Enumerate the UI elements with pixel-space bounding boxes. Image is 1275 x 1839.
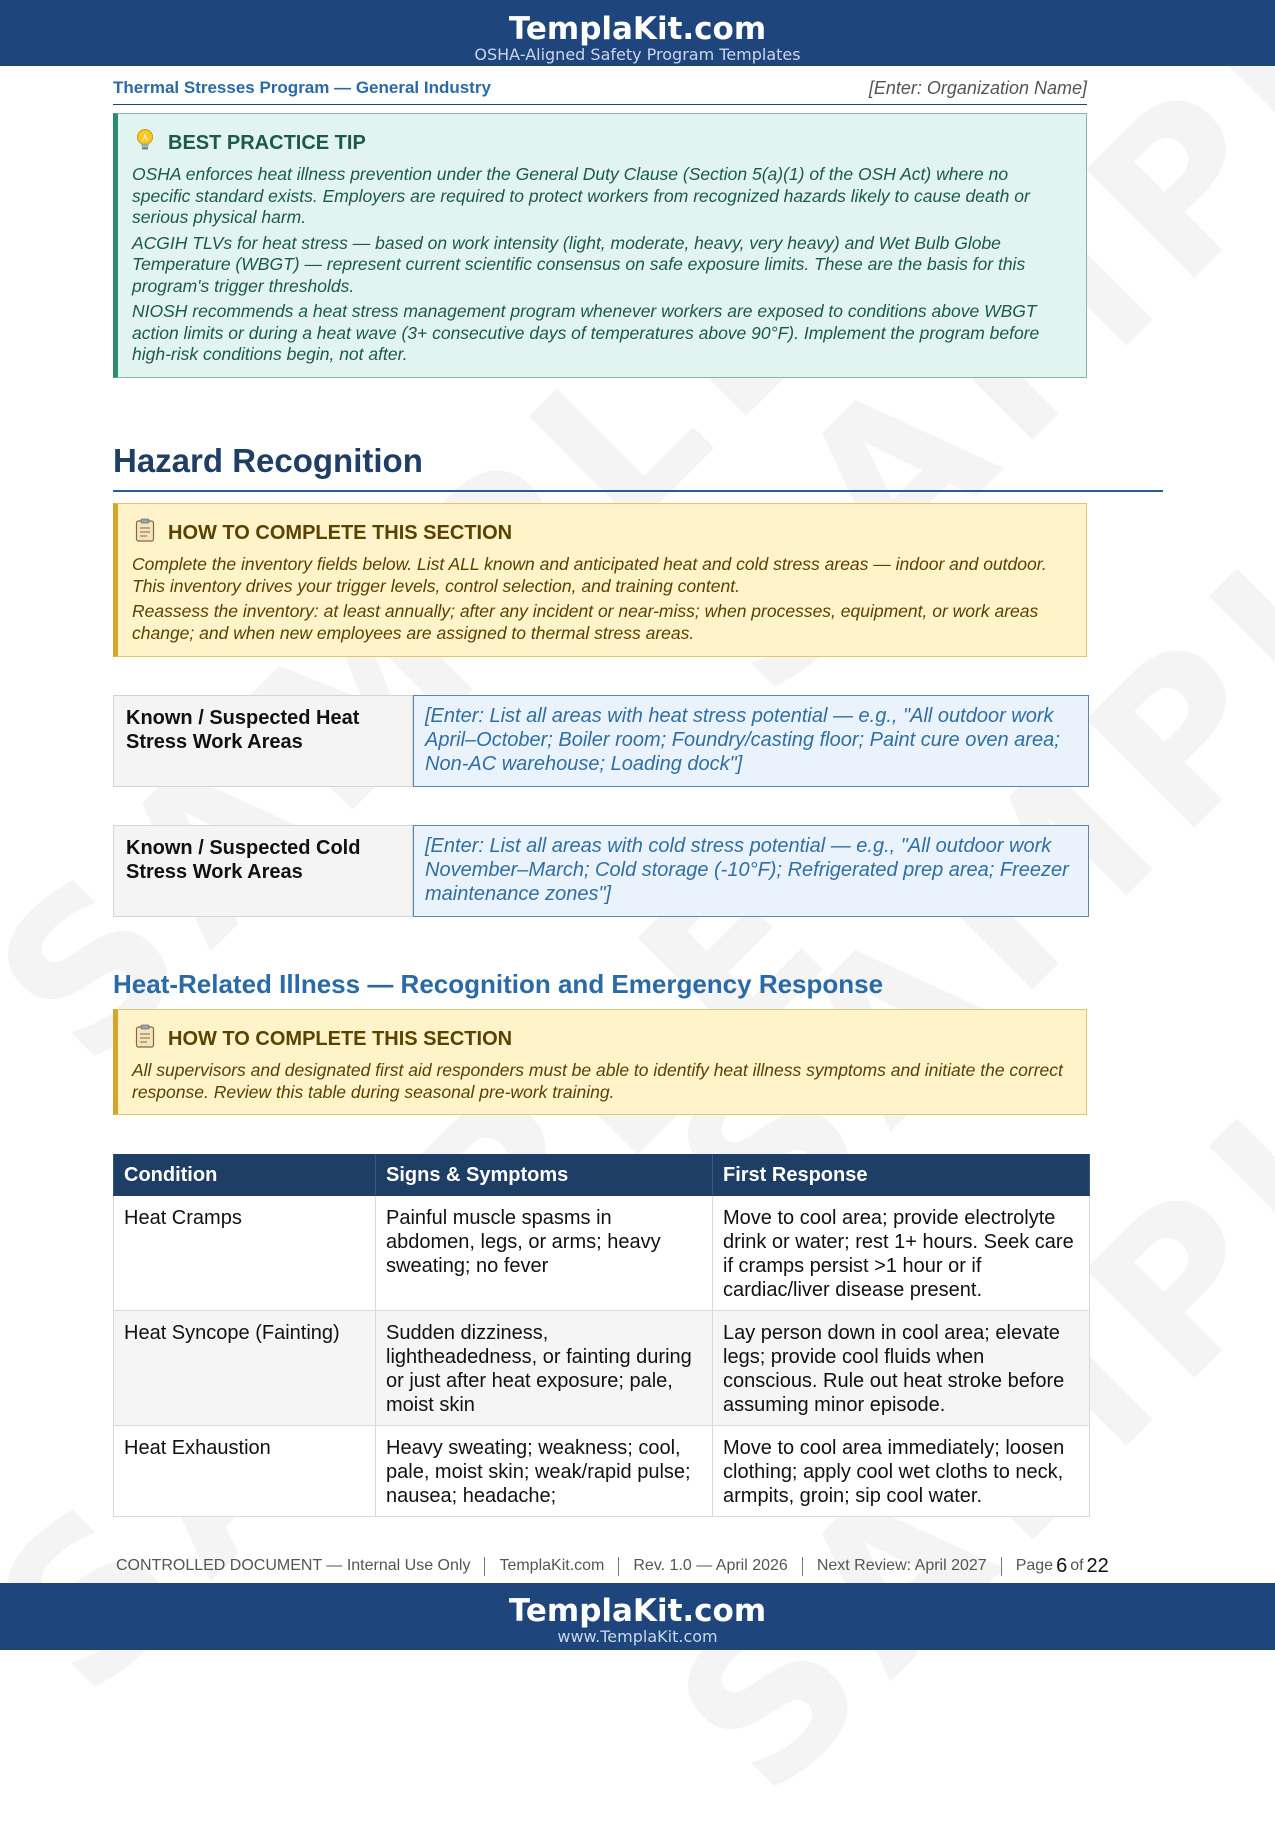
callout-title: HOW TO COMPLETE THIS SECTION <box>168 1027 513 1050</box>
document-title: Thermal Stresses Program — General Industry <box>113 78 491 97</box>
condition-cell: Heat Syncope (Fainting) <box>114 1311 376 1426</box>
clipboard-icon <box>132 1024 158 1054</box>
next-review: Next Review: April 2027 <box>816 1557 987 1574</box>
cold-areas-label: Known / Suspected Cold Stress Work Areas <box>113 825 413 917</box>
lightbulb-icon <box>132 128 158 158</box>
footer-separator <box>802 1557 803 1576</box>
of-label: of <box>1070 1557 1084 1574</box>
footer-url[interactable]: www.TemplaKit.com <box>557 1627 718 1646</box>
table-row <box>114 1311 1090 1426</box>
heat-areas-input[interactable]: [Enter: List all areas with heat stress potential — e.g., "All outdoor work April–October; Boiler room; Foundry/casting floor; Paint cure oven area; Non-AC warehouse; Loading dock"] <box>413 695 1089 787</box>
footer-brand: TemplaKit.com <box>508 1593 767 1629</box>
tip-paragraph: OSHA enforces heat illness prevention under the General Duty Clause (Section 5(a)(1) of the OSH Act) where no specific standard exists. Employers are required to protect workers from recognized hazards likely to cause death or serious physical harm. <box>132 164 1030 227</box>
how-to-complete-callout <box>113 1009 1087 1115</box>
document-footer <box>113 1554 1163 1578</box>
symptoms-cell: Painful muscle spasms in abdomen, legs, or arms; heavy sweating; no fever <box>376 1196 713 1311</box>
tip-title: BEST PRACTICE TIP <box>168 131 366 154</box>
footer-band <box>0 1583 1275 1650</box>
table-header-row <box>114 1155 1090 1196</box>
clipboard-icon <box>132 518 158 548</box>
symptoms-cell: Sudden dizziness, lightheadedness, or fainting during or just after heat exposure; pale, moist skin <box>376 1311 713 1426</box>
callout-paragraph: All supervisors and designated first aid responders must be able to identify heat illness symptoms and initiate the correct response. Review this table during seasonal pre-work training. <box>132 1060 1063 1102</box>
controlled-notice: CONTROLLED DOCUMENT — Internal Use Only <box>116 1557 471 1574</box>
footer-site: TemplaKit.com <box>499 1557 605 1574</box>
organization-name-placeholder[interactable]: [Enter: Organization Name] <box>868 78 1087 98</box>
footer-separator <box>1001 1557 1002 1576</box>
footer-separator <box>618 1557 619 1576</box>
how-to-complete-callout <box>113 503 1087 657</box>
page-label: Page <box>1015 1557 1054 1574</box>
callout-paragraph: Complete the inventory fields below. List ALL known and anticipated heat and cold stress areas — indoor and outdoor. This inventory drives your trigger levels, control selection, and training content. <box>132 554 1047 596</box>
response-cell: Lay person down in cool area; elevate legs; provide cool fluids when conscious. Rule out heat stroke before assuming minor episode. <box>713 1311 1090 1426</box>
cold-areas-field-row <box>113 825 1089 917</box>
footer-separator <box>484 1557 485 1576</box>
best-practice-tip <box>113 113 1087 378</box>
brand-tagline: OSHA-Aligned Safety Program Templates <box>474 45 801 64</box>
subsection-heading: Heat-Related Illness — Recognition and Emergency Response <box>113 969 884 999</box>
section-heading: Hazard Recognition <box>113 442 423 479</box>
tip-paragraph: ACGIH TLVs for heat stress — based on work intensity (light, moderate, heavy, very heavy) and Wet Bulb Globe Temperature (WBGT) — represent current scientific consensus on safe exposure limits. These are the basis for this program's trigger thresholds. <box>132 232 1026 296</box>
watermark <box>631 356 1275 1289</box>
page-total: 22 <box>1086 1554 1109 1577</box>
tip-paragraph: NIOSH recommends a heat stress management program whenever workers are exposed to conditions above WBGT action limits or during a heat wave (3+ consecutive days of temperatures above 90°F). Implement the program before high-risk conditions begin, not after. <box>132 301 1040 364</box>
heat-areas-label: Known / Suspected Heat Stress Work Areas <box>113 695 413 787</box>
response-cell: Move to cool area immediately; loosen clothing; apply cool wet cloths to neck, armpits, groin; sip cool water. <box>713 1426 1090 1517</box>
cold-areas-input[interactable]: [Enter: List all areas with cold stress potential — e.g., "All outdoor work November–March; Cold storage (-10°F); Refrigerated prep area; Freezer maintenance zones"] <box>413 825 1089 917</box>
revision-info: Rev. 1.0 — April 2026 <box>633 1557 788 1574</box>
column-header-response: First Response <box>713 1155 1090 1196</box>
section-divider <box>113 490 1163 492</box>
running-head <box>113 78 1087 105</box>
condition-cell: Heat Cramps <box>114 1196 376 1311</box>
header-band <box>0 0 1275 66</box>
column-header-condition: Condition <box>114 1155 376 1196</box>
callout-paragraph: Reassess the inventory: at least annually; after any incident or near-miss; when processes, equipment, or work areas change; and when new employees are assigned to thermal stress areas. <box>132 601 1039 643</box>
heat-illness-table <box>113 1154 1090 1517</box>
column-header-signs: Signs & Symptoms <box>376 1155 713 1196</box>
table-row <box>114 1426 1090 1517</box>
page-number: 6 <box>1056 1554 1068 1577</box>
symptoms-cell: Heavy sweating; weakness; cool, pale, moist skin; weak/rapid pulse; nausea; headache; <box>376 1426 713 1517</box>
condition-cell: Heat Exhaustion <box>114 1426 376 1517</box>
table-row <box>114 1196 1090 1311</box>
response-cell: Move to cool area; provide electrolyte drink or water; rest 1+ hours. Seek care if cramps persist >1 hour or if cardiac/liver disease present. <box>713 1196 1090 1311</box>
heat-areas-field-row <box>113 695 1089 787</box>
callout-title: HOW TO COMPLETE THIS SECTION <box>168 521 513 544</box>
brand-title: TemplaKit.com <box>508 11 767 47</box>
